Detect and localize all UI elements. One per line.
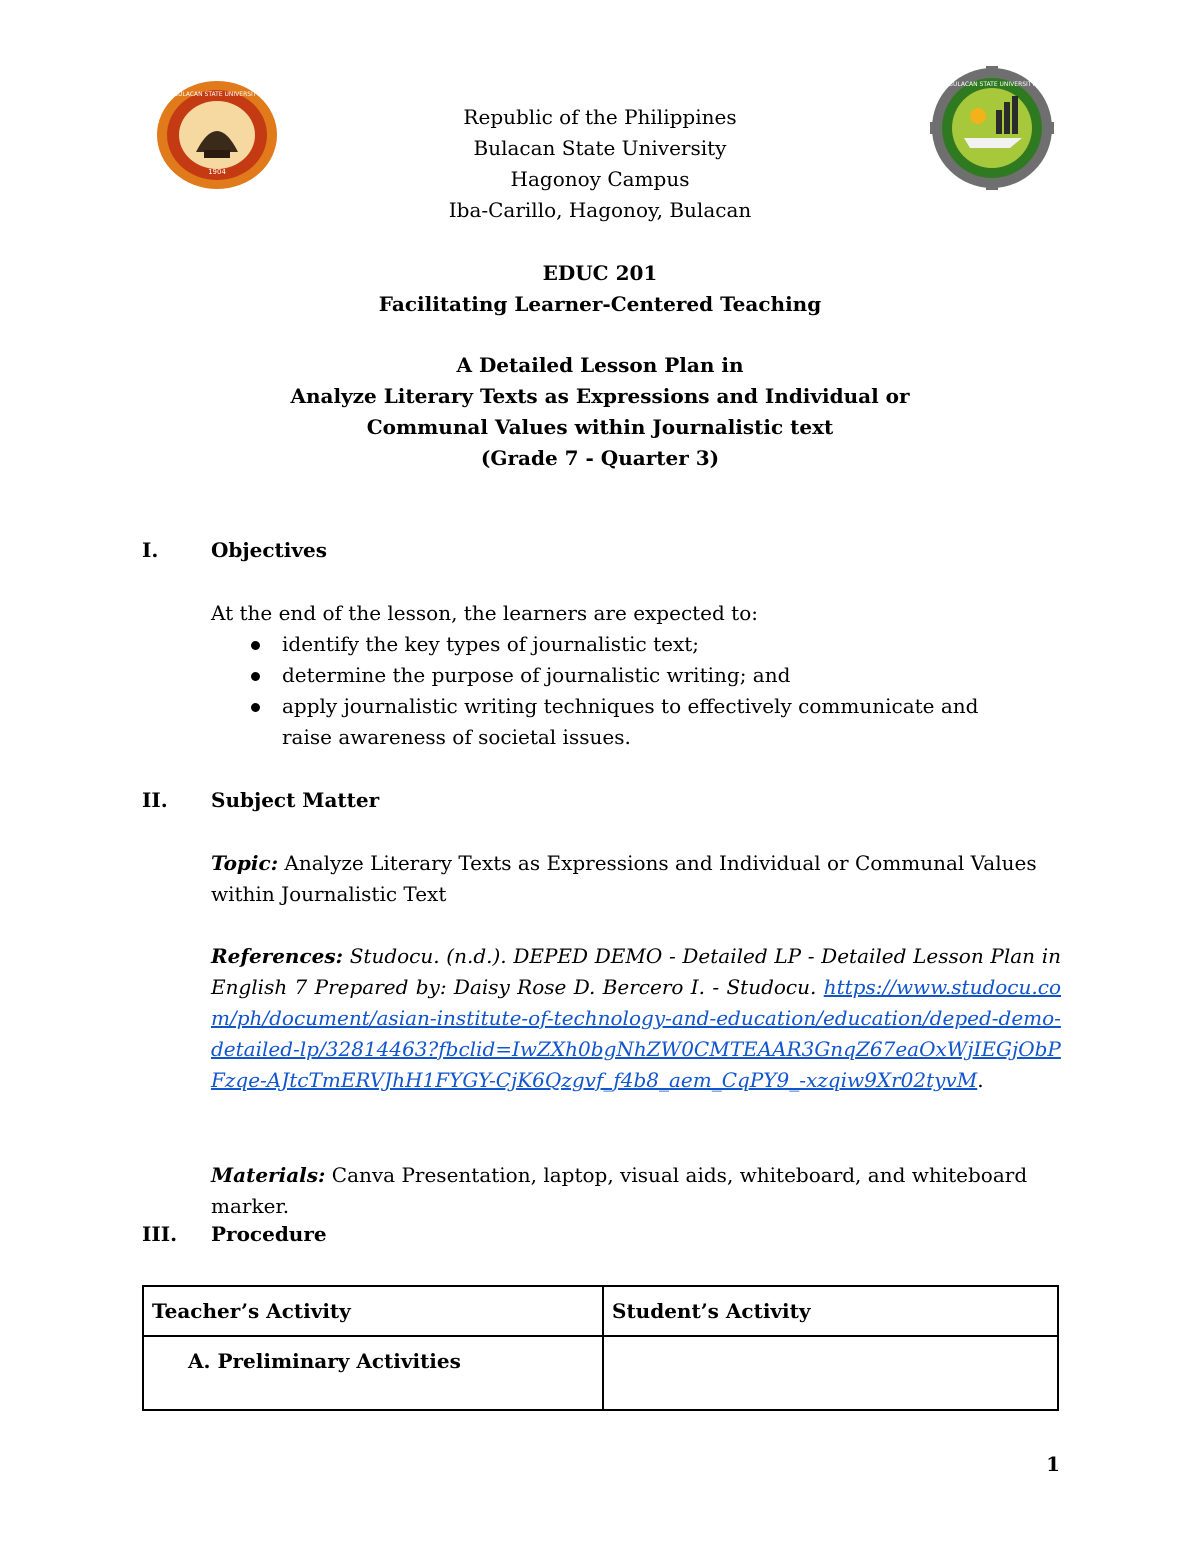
topic-label: Topic: bbox=[211, 851, 279, 875]
table-header-teacher: Teacher’s Activity bbox=[143, 1286, 603, 1336]
svg-text:BULACAN STATE UNIVERSITY: BULACAN STATE UNIVERSITY bbox=[173, 91, 261, 98]
list-item: apply journalistic writing techniques to effectively communicate and raise awareness of societal issues. bbox=[211, 691, 1011, 753]
course-title: Facilitating Learner-Centered Teaching bbox=[378, 292, 822, 316]
plan-title-line1: A Detailed Lesson Plan in bbox=[456, 353, 744, 377]
list-item: determine the purpose of journalistic writing; and bbox=[211, 660, 1011, 691]
campus-gear-logo bbox=[930, 66, 1054, 190]
header-republic: Republic of the Philippines bbox=[463, 105, 737, 129]
plan-title-line2: Analyze Literary Texts as Expressions and Individual or bbox=[290, 384, 910, 408]
references-text: Studocu. (n.d.). DEPED DEMO - Detailed LP - Detailed Lesson Plan in English 7 Prepared by: Daisy Rose D. Bercero I. - Studocu. bbox=[211, 944, 1061, 999]
bullet-icon bbox=[251, 672, 260, 681]
table-row bbox=[143, 1286, 1058, 1336]
svg-text:BULACAN STATE UNIVERSITY: BULACAN STATE UNIVERSITY bbox=[948, 81, 1036, 88]
header-campus: Hagonoy Campus bbox=[510, 167, 690, 191]
objectives-list bbox=[211, 629, 1011, 753]
svg-text:1904: 1904 bbox=[208, 168, 226, 176]
section-number-procedure: III. bbox=[142, 1222, 178, 1246]
bullet-icon bbox=[251, 703, 260, 712]
bullet-icon bbox=[251, 641, 260, 650]
header-address: Iba-Carillo, Hagonoy, Bulacan bbox=[448, 198, 752, 222]
section-title-procedure: Procedure bbox=[211, 1222, 327, 1246]
lesson-plan-title bbox=[200, 350, 1000, 474]
section-title-subject: Subject Matter bbox=[211, 788, 380, 812]
table-header-student: Student’s Activity bbox=[603, 1286, 1058, 1336]
section-number-subject: II. bbox=[142, 788, 168, 812]
section-title-objectives: Objectives bbox=[211, 538, 327, 562]
procedure-table bbox=[142, 1285, 1059, 1411]
table-row bbox=[143, 1336, 1058, 1410]
course-code: EDUC 201 bbox=[542, 261, 658, 285]
references-paragraph bbox=[211, 941, 1061, 1096]
reference-link[interactable]: https://www.studocu.com/ph/document/asian-institute-of-technology-and-education/education/deped-demo-detailed-lp/32814463?fbclid=IwZXh0bgNhZW0CMTEAAR3GnqZ67eaOxWjIEGjObPFzqe-AJtcTmERVJhH1FYGY-CjK6Qzgvf_f4b8_aem_CqPY9_-xzqiw9Xr02tyvM bbox=[211, 975, 1061, 1092]
table-cell-empty bbox=[603, 1336, 1058, 1410]
objectives-body bbox=[211, 598, 1011, 753]
course-block bbox=[200, 258, 1000, 320]
topic-paragraph bbox=[211, 848, 1061, 910]
page-number: 1 bbox=[1046, 1452, 1060, 1476]
bulsu-seal-logo bbox=[156, 80, 278, 190]
references-label: References: bbox=[211, 944, 344, 968]
header-university: Bulacan State University bbox=[473, 136, 727, 160]
objectives-intro: At the end of the lesson, the learners are expected to: bbox=[211, 601, 758, 625]
topic-text: Analyze Literary Texts as Expressions and Individual or Communal Values within Journalistic Text bbox=[211, 851, 1037, 906]
materials-paragraph bbox=[211, 1160, 1061, 1222]
plan-title-line4: (Grade 7 - Quarter 3) bbox=[480, 446, 720, 470]
materials-text: Canva Presentation, laptop, visual aids, whiteboard, and whiteboard marker. bbox=[211, 1163, 1028, 1218]
list-item: identify the key types of journalistic text; bbox=[211, 629, 1011, 660]
references-end: . bbox=[977, 1068, 984, 1092]
section-number-objectives: I. bbox=[142, 538, 159, 562]
table-cell-preliminary: A. Preliminary Activities bbox=[143, 1336, 603, 1410]
university-header bbox=[300, 102, 900, 226]
plan-title-line3: Communal Values within Journalistic text bbox=[366, 415, 834, 439]
materials-label: Materials: bbox=[211, 1163, 326, 1187]
